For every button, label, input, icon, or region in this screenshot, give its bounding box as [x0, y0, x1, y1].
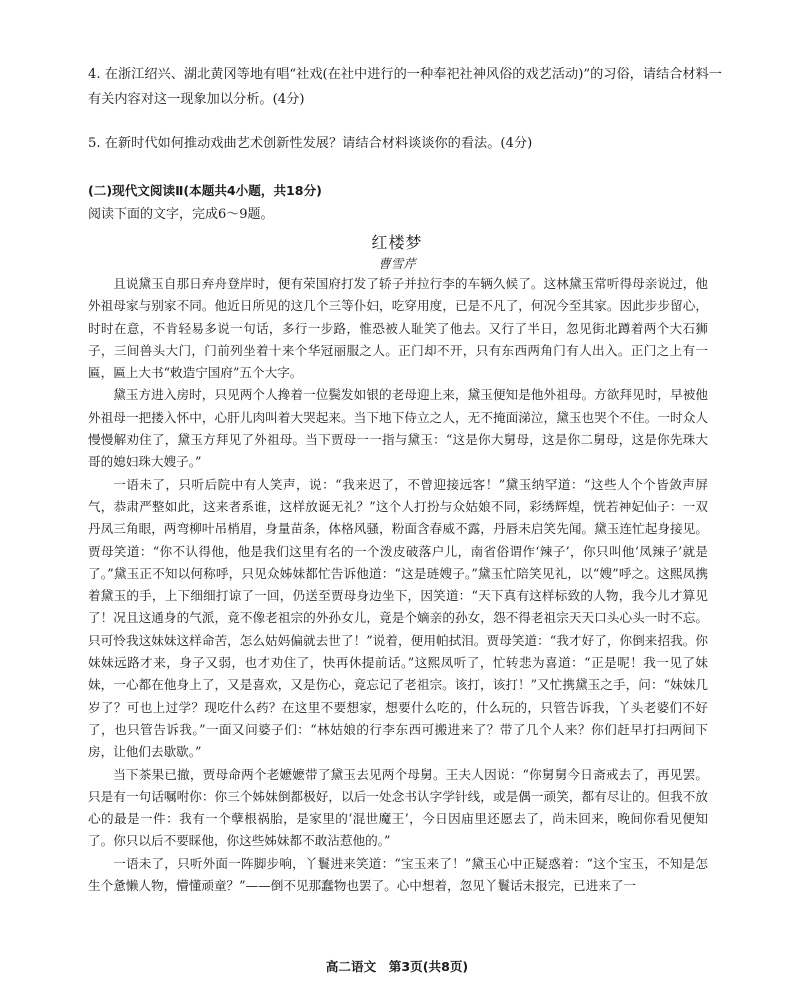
passage-paragraph: 一语未了，只听外面一阵脚步响，丫鬟进来笑道：“宝玉来了！”黛玉心中正疑惑着：“这个宝玉，不知是怎生个惫懒人物，懵懂顽童？”——倒不见那蠢物也罢了。心中想着，忽见丫鬟话未报完，已进来了一 [88, 855, 708, 894]
section-title: (二)现代文阅读Ⅱ(本题共4小题，共18分) [88, 183, 322, 198]
passage-author: 曹雪芹 [378, 256, 416, 271]
page-footer: 高二语文 第3页(共8页) [325, 959, 469, 974]
passage-paragraph: 当下茶果已撤，贾母命两个老嬷嬷带了黛玉去见两个母舅。王夫人因说：“你舅舅今日斋戒去了，再见罢。只是有一句话嘱咐你：你三个姊妹倒都极好，以后一处念书认字学针线，或是偶一顽笑，都有尽让的。但我不放心的最是一件：我有一个孽根祸胎，是家里的‘混世魔王’，今日因庙里还愿去了，尚未回来，晚间你看见便知了。你只以后不要睬他，你这些姊妹都不敢沾惹他的。” [88, 766, 708, 849]
question-5: 5. 在新时代如何推动戏曲艺术创新性发展？请结合材料谈谈你的看法。(4分) [88, 136, 533, 151]
question-4: 4. 在浙江绍兴、湖北黄冈等地有唱“社戏(在社中进行的一种奉祀社神风俗的戏艺活动)”的习俗，请结合材料一有关内容对这一现象加以分析。(4分) [88, 67, 722, 107]
passage-paragraph: 一语未了，只听后院中有人笑声，说：“我来迟了，不曾迎接远客！”黛玉纳罕道：“这些人个个皆敛声屏气，恭肃严整如此，这来者系谁，这样放诞无礼？”这个人打扮与众姑娘不同，彩绣辉煌，恍若神妃仙子：一双丹凤三角眼，两弯柳叶吊梢眉，身量苗条，体格风骚，粉面含春威不露，丹唇未启笑先闻。黛玉连忙起身接见。贾母笑道：“你不认得他，他是我们这里有名的一个泼皮破落户儿，南省俗谓作‘辣子’，你只叫他‘凤辣子’就是了。”黛玉正不知以何称呼，只见众姊妹都忙告诉他道：“这是琏嫂子。”黛玉忙陪笑见礼，以“嫂”呼之。这熙凤携着黛玉的手，上下细细打谅了一回，仍送至贾母身边坐下，因笑道：“天下真有这样标致的人物，我今儿才算见了！况且这通身的气派，竟不像老祖宗的外孙女儿，竟是个嫡亲的孙女，怨不得老祖宗天天口头心头一时不忘。只可怜我这妹妹这样命苦，怎么姑妈偏就去世了！”说着，便用帕拭泪。贾母笑道：“我才好了，你倒来招我。你妹妹远路才来，身子又弱，也才劝住了，快再休提前话。”这熙凤听了，忙转悲为喜道：“正是呢！我一见了妹妹，一心都在他身上了，又是喜欢，又是伤心，竟忘记了老祖宗。该打，该打！”又忙携黛玉之手，问：“妹妹几岁了？可也上过学？现吃什么药？在这里不要想家，想要什么吃的，什么玩的，只管告诉我，丫头老婆们不好了，也只管告诉我。”一面又问婆子们：“林姑娘的行李东西可搬进来了？带了几个人来？你们赶早打扫两间下房，让他们去歇歇。” [88, 476, 708, 760]
passage-title: 红楼梦 [371, 233, 423, 252]
section-instruction: 阅读下面的文字，完成6～9题。 [88, 207, 274, 222]
passage-paragraph: 黛玉方进入房时，只见两个人搀着一位鬓发如银的老母迎上来，黛玉便知是他外祖母。方欲拜见时，早被他外祖母一把搂入怀中，心肝儿肉叫着大哭起来。当下地下侍立之人，无不掩面涕泣，黛玉也哭个不住。一时众人慢慢解劝住了，黛玉方拜见了外祖母。当下贾母一一指与黛玉：“这是你大舅母，这是你二舅母，这是你先珠大哥的媳妇珠大嫂子。” [88, 387, 708, 470]
passage-body [88, 273, 708, 897]
passage-paragraph: 且说黛玉自那日弃舟登岸时，便有荣国府打发了轿子并拉行李的车辆久候了。这林黛玉常听得母亲说过，他外祖母家与别家不同。他近日所见的这几个三等仆妇，吃穿用度，已是不凡了，何况今至其家。因此步步留心，时时在意，不肯轻易多说一句话，多行一步路，惟恐被人耻笑了他去。又行了半日，忽见街北蹲着两个大石狮子，三间兽头大门，门前列坐着十来个华冠丽服之人。正门却不开，只有东西两角门有人出入。正门之上有一匾，匾上大书“敕造宁国府”五个大字。 [88, 276, 708, 381]
